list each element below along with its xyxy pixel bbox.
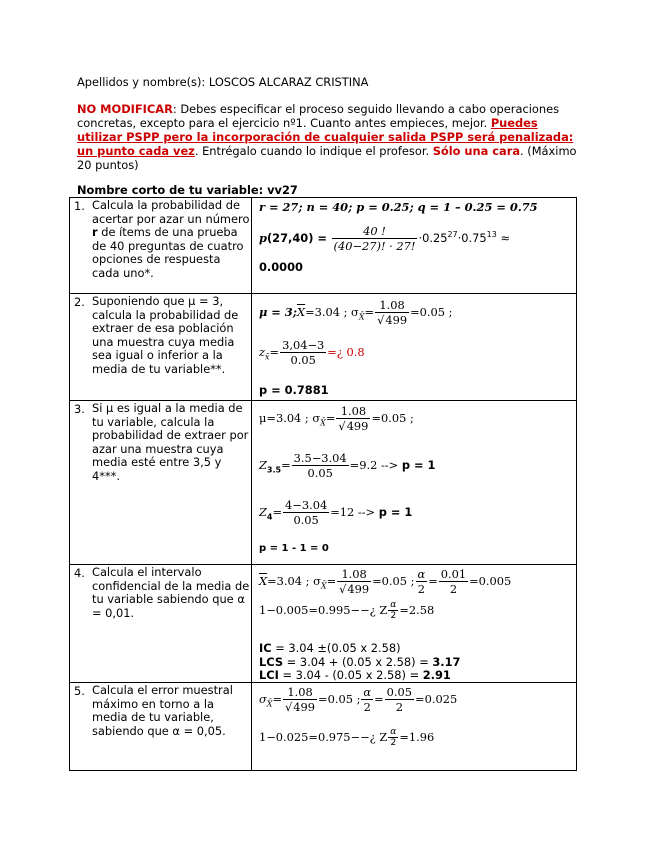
lci-line: LCI = 3.04 - (0.05 x 2.58) = 2.91 <box>259 668 451 682</box>
question-number: 1. <box>74 199 85 213</box>
question-cell <box>70 683 252 771</box>
question-text: Calcula la probabilidad de acertar por azar un número r de ítems de una prueba de 40 preguntas de cuatro opciones de respuesta cada uno*. <box>92 198 250 280</box>
question-number: 3. <box>74 402 85 416</box>
z-score-line-1: $Z_{3.5}=$ $\frac{3.5-3.04}{0.05}$ =9.2 --> p = 1 <box>259 451 436 480</box>
lcs-line: LCS = 3.04 + (0.05 x 2.58) = 3.17 <box>259 655 461 669</box>
mean-sigma-alpha-line: $\overline{X}=3.04$ ; $\sigma_{X̄}=$ $\frac{1.08}{√499}$ =0.05 ; $\frac{\alpha}{2}$ = $\frac{0.01}{2}$ =0.005 <box>259 567 512 596</box>
table-row <box>70 683 577 771</box>
student-name: Apellidos y nombre(s): LOSCOS ALCARAZ CRISTINA <box>77 75 369 89</box>
one-side-warning: Sólo una cara <box>432 144 521 158</box>
answer-cell <box>252 683 577 771</box>
z-score-line-2: $Z_4=$ $\frac{4-3.04}{0.05}$ =12 --> p = 1 <box>259 498 413 527</box>
mean-sigma-line: $\mu = 3;\overline{X}=3.04$ ; $\sigma_{X̄}=$ $\frac{1.08}{√499}$ =0.05 ; <box>259 298 453 327</box>
params-line: r = 27; n = 40; p = 0.25; q = 1 – 0.25 = 0.75 <box>259 200 538 214</box>
answer-cell <box>252 198 577 294</box>
table-row <box>70 401 577 565</box>
ic-line: IC = 3.04 ±(0.05 x 2.58) <box>259 641 401 655</box>
instructions-text-3: . (Máximo 20 puntos) <box>77 144 577 172</box>
result-value: p = 0.7881 <box>259 383 329 397</box>
table-row <box>70 294 577 401</box>
instructions <box>77 102 577 172</box>
question-cell <box>70 198 252 294</box>
answer-cell <box>252 565 577 683</box>
instructions-text-2: . Entrégalo cuando lo indique el profesor. <box>194 144 433 158</box>
question-text: Si μ es igual a la media de tu variable, calcula la probabilidad de extraer por azar una muestra cuya media esté entre 3,5 y 4***. <box>92 401 249 483</box>
answer-cell <box>252 294 577 401</box>
variable-title: Nombre corto de tu variable: vv27 <box>77 183 298 197</box>
z-critical-line: 1−0.005=0.995−−¿ Z $\frac{\alpha}{2}$ =2.58 <box>259 600 435 621</box>
mean-sigma-line: μ=3.04 ; $\sigma_{X̄}=$ $\frac{1.08}{√499}$ =0.05 ; <box>259 404 414 433</box>
question-cell <box>70 565 252 683</box>
z-score-line: $z_{x̄}=$ $\frac{3,04-3}{0.05}$ =¿ 0.8 <box>259 338 365 367</box>
table-row <box>70 198 577 294</box>
result-value: 0.0000 <box>259 260 303 274</box>
question-cell <box>70 401 252 565</box>
question-text: Calcula el intervalo confidencial de la media de tu variable sabiendo que α = 0,01. <box>92 565 250 620</box>
no-modificar-label: NO MODIFICAR <box>77 102 173 116</box>
instructions-text-1: : Debes especificar el proceso seguido llevando a cabo operaciones concretas, excepto para el ejercicio nº1. Cuanto antes empieces, mejor. <box>77 102 560 130</box>
pspp-warning: Puedes utilizar PSPP pero la incorporación de cualquier salida PSPP será penalizada: un punto cada vez <box>77 116 574 158</box>
z-critical-line: 1−0.025=0.975−−¿ Z $\frac{\alpha}{2}$ =1.96 <box>259 727 435 748</box>
question-text: Suponiendo que μ = 3, calcula la probabilidad de extraer de esa población una muestra cuya media sea igual o inferior a la media de tu variable**. <box>92 294 239 376</box>
result-value: p = 1 - 1 = 0 <box>259 543 329 554</box>
exercise-table <box>69 197 577 771</box>
binomial-formula: p(27,40) = $\frac{40 !}{(40-27)! \cdot 27!}$ $\cdot 0.25^{27}\cdot 0.75^{13}$ ≈ <box>259 224 510 253</box>
question-number: 2. <box>74 295 85 309</box>
question-number: 4. <box>74 566 85 580</box>
sigma-alpha-line: $\sigma_{X̄}=$ $\frac{1.08}{√499}$ =0.05 ; $\frac{\alpha}{2}$ = $\frac{0.05}{2}$ =0.025 <box>259 685 458 714</box>
answer-cell <box>252 401 577 565</box>
question-cell <box>70 294 252 401</box>
question-number: 5. <box>74 684 85 698</box>
question-text: Calcula el error muestral máximo en torno a la media de tu variable, sabiendo que α = 0,05. <box>92 683 233 738</box>
table-row <box>70 565 577 683</box>
